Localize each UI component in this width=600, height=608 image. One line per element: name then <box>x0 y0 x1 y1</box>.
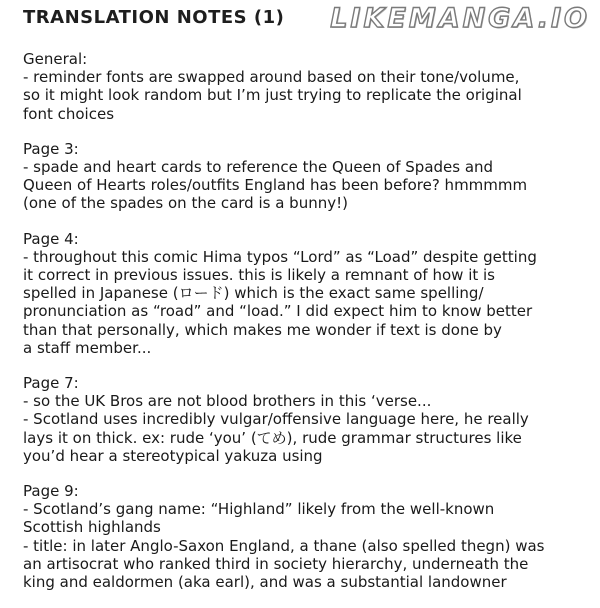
section-page-4 <box>23 230 593 357</box>
note-line: lays it on thick. ex: rude ‘you’ (てめ), rude grammar structures like <box>23 428 522 447</box>
note-line: - Scotland uses incredibly vulgar/offensive language here, he really <box>23 410 529 429</box>
section-heading: Page 7: <box>23 374 79 393</box>
note-line: font choices <box>23 104 115 123</box>
note-line: an artisocrat who ranked third in society hierarchy, underneath the <box>23 554 529 573</box>
note-line: so it might look random but I’m just trying to replicate the original <box>23 86 522 105</box>
note-line: than that personally, which makes me wonder if text is done by <box>23 320 502 339</box>
note-line: king and ealdormen (aka earl), and was a substantial landowner <box>23 573 507 592</box>
page-title: TRANSLATION NOTES (1) <box>23 7 285 28</box>
section-heading: Page 4: <box>23 229 79 248</box>
note-line: Scottish highlands <box>23 518 161 537</box>
note-line: - title: in later Anglo-Saxon England, a thane (also spelled thegn) was <box>23 536 545 555</box>
note-line: - Scotland’s gang name: “Highland” likely from the well-known <box>23 500 495 519</box>
note-line: a staff member... <box>23 338 152 357</box>
note-line: - so the UK Bros are not blood brothers in this ‘verse... <box>23 392 432 411</box>
note-line: pronunciation as “road” and “load.” I did expect him to know better <box>23 302 533 321</box>
section-page-3 <box>23 140 593 213</box>
note-line: it correct in previous issues. this is likely a remnant of how it is <box>23 266 495 285</box>
note-line: you’d hear a stereotypical yakuza using <box>23 446 323 465</box>
section-general <box>23 50 593 123</box>
note-line: - reminder fonts are swapped around based on their tone/volume, <box>23 68 520 87</box>
section-heading: Page 3: <box>23 139 79 158</box>
note-line: - spade and heart cards to reference the Queen of Spades and <box>23 158 494 177</box>
watermark-logo: LIKEMANGA.IO <box>330 3 590 34</box>
section-page-7 <box>23 374 593 465</box>
note-line: spelled in Japanese (ロード) which is the exact same spelling/ <box>23 284 484 303</box>
section-heading: General: <box>23 50 88 68</box>
section-page-9 <box>23 482 593 591</box>
section-heading: Page 9: <box>23 482 79 501</box>
note-line: Queen of Hearts roles/outfits England has been before? hmmmmm <box>23 176 528 195</box>
note-line: - throughout this comic Hima typos “Lord” as “Load” despite getting <box>23 247 537 266</box>
notes-body <box>23 50 593 608</box>
note-line: (one of the spades on the card is a bunny!) <box>23 194 348 213</box>
